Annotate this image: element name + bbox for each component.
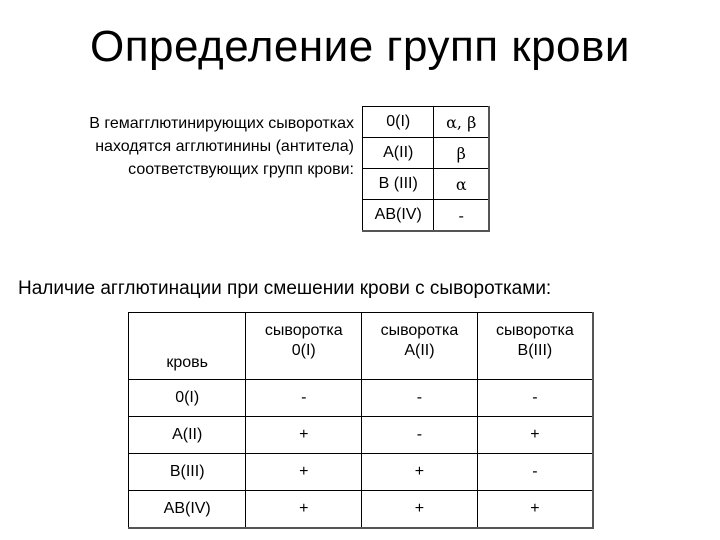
blood-group-cell: A(II) <box>363 138 434 169</box>
result-cell: - <box>246 380 362 417</box>
agglutinin-cell: - <box>434 200 489 232</box>
intro-text: В гемагглютинирующих сыворотках находятся агглютинины (антитела) соответствующих групп крови: <box>89 115 354 178</box>
section-heading: Наличие агглютинации при смешении крови с сыворотками: <box>18 278 552 299</box>
result-cell: + <box>477 491 593 529</box>
table-row <box>129 417 594 454</box>
result-cell: + <box>362 454 478 491</box>
blood-group-cell: 0(I) <box>363 107 434 138</box>
column-header-line2: 0(I) <box>291 342 316 359</box>
table-row <box>363 200 490 232</box>
row-header: B(III) <box>129 454 246 491</box>
agglutinin-cell: α <box>434 169 489 200</box>
table-row <box>363 169 490 200</box>
blood-group-cell: B (III) <box>363 169 434 200</box>
column-header-serum-b <box>477 313 593 380</box>
column-header-line2: B(III) <box>517 342 553 359</box>
table-row <box>363 107 490 138</box>
row-header: A(II) <box>129 417 246 454</box>
agglutinin-cell: α, β <box>446 112 477 132</box>
row-header: AB(IV) <box>129 491 246 529</box>
table-row <box>129 454 594 491</box>
table-row <box>363 138 490 169</box>
table-row <box>129 380 594 417</box>
serum-agglutinins-table <box>362 106 490 232</box>
table-header-row <box>129 313 594 380</box>
agglutinin-cell: β <box>434 138 489 169</box>
result-cell: - <box>362 380 478 417</box>
result-cell: + <box>477 417 593 454</box>
column-header-line1: сыворотка <box>264 322 343 339</box>
column-header-serum-a <box>362 313 478 380</box>
result-cell: + <box>246 491 362 529</box>
blood-group-cell: AB(IV) <box>363 200 434 232</box>
column-header-line2: A(II) <box>404 342 435 359</box>
result-cell: - <box>362 417 478 454</box>
column-header-line1: сыворотка <box>496 322 574 339</box>
column-header-serum-0 <box>246 313 362 380</box>
result-cell: + <box>246 454 362 491</box>
corner-header: кровь <box>129 313 246 380</box>
result-cell: + <box>246 417 362 454</box>
row-header: 0(I) <box>129 380 246 417</box>
result-cell: - <box>477 454 593 491</box>
result-cell: + <box>362 491 478 529</box>
agglutination-table <box>128 312 594 529</box>
page-title: Определение групп крови <box>90 22 630 71</box>
table-row <box>129 491 594 529</box>
column-header-line1: сыворотка <box>380 322 459 339</box>
result-cell: - <box>477 380 593 417</box>
